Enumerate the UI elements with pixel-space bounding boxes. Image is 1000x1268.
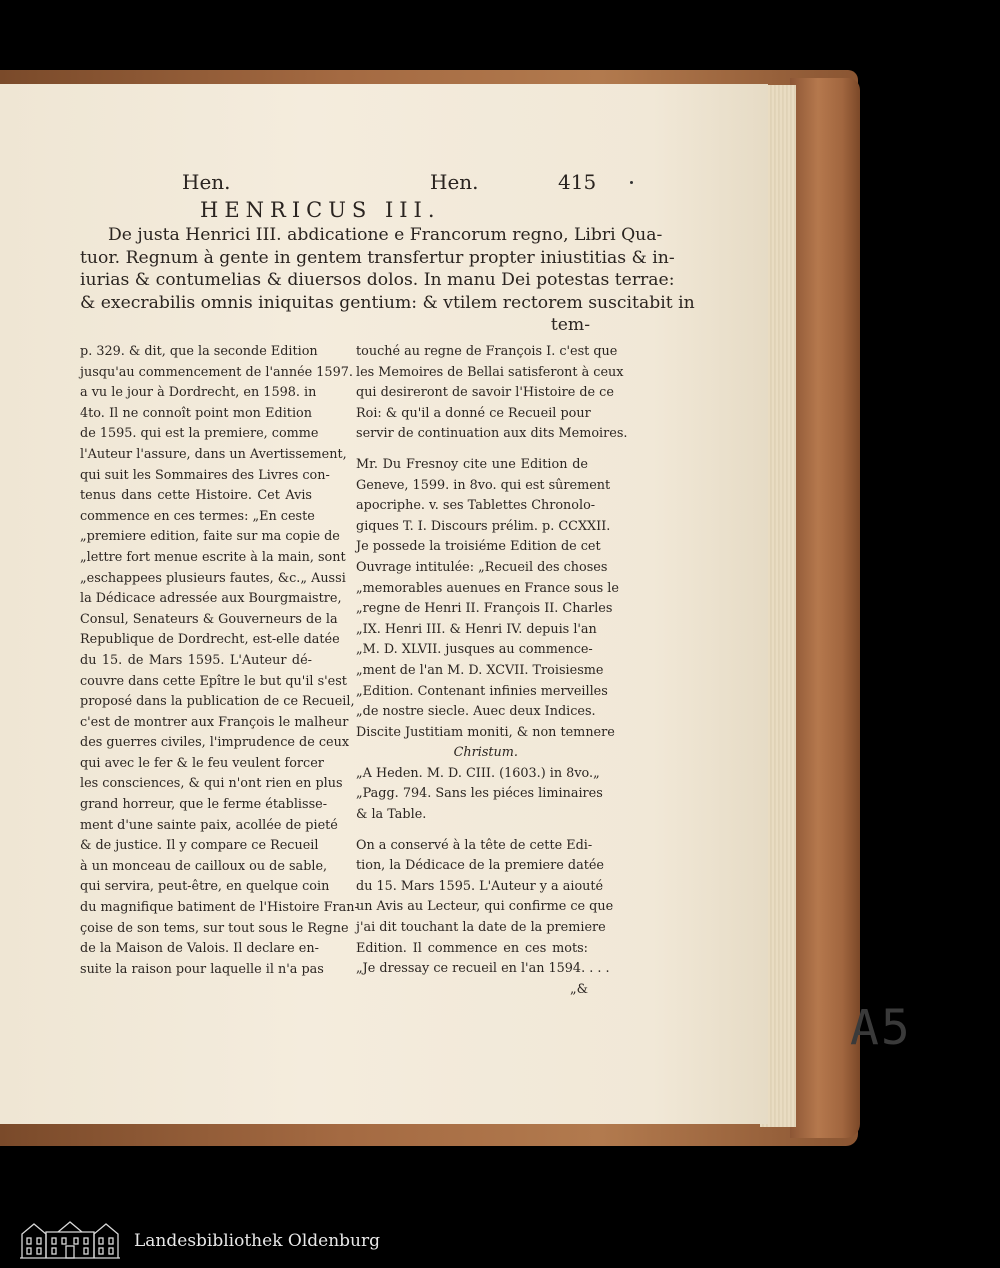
text-line: du 15. de Mars 1595. L'Auteur dé- bbox=[80, 652, 312, 668]
library-building-icon bbox=[18, 1218, 122, 1260]
ink-speck bbox=[630, 181, 633, 184]
entry-intro bbox=[80, 224, 695, 337]
text-line: c'est de montrer aux François le malheur bbox=[80, 714, 349, 730]
text-line: du 15. Mars 1595. L'Auteur y a aiouté bbox=[356, 878, 604, 894]
text-line: „regne de Henri II. François II. Charles bbox=[356, 601, 613, 617]
intro-line-last: tem- bbox=[550, 315, 590, 336]
text-line: „eschappees plusieurs fautes, &c.„ Aussi bbox=[80, 570, 346, 586]
text-line: grand horreur, que le ferme établisse- bbox=[80, 797, 328, 813]
text-line: qui desireront de savoir l'Histoire de ce bbox=[356, 385, 614, 401]
page-number: 415 bbox=[558, 170, 597, 194]
text-line: tenus dans cette Histoire. Cet Avis bbox=[80, 488, 312, 504]
text-line: „Edition. Contenant infinies merveilles bbox=[356, 683, 608, 699]
text-line: qui servira, peut-être, en quelque coin bbox=[80, 879, 330, 895]
text-line: a vu le jour à Dordrecht, en 1598. in bbox=[80, 385, 317, 401]
intro-line: tuor. Regnum à gente in gentem transfertur propter iniustitias & in- bbox=[80, 247, 675, 268]
text-line: 4to. Il ne connoît point mon Edition bbox=[80, 405, 312, 421]
text-line: & la Table. bbox=[356, 807, 427, 823]
text-line: p. 329. & dit, que la seconde Edition bbox=[80, 344, 318, 359]
entry-title: HENRICUS III. bbox=[200, 198, 441, 222]
text-line: „Pagg. 794. Sans les piéces liminaires bbox=[356, 786, 603, 802]
library-footer bbox=[0, 1210, 1000, 1268]
text-line: „lettre fort menue escrite à la main, sont bbox=[80, 549, 346, 565]
intro-line: & execrabilis omnis iniquitas gentium: & vtilem rectorem suscitabit in bbox=[80, 292, 695, 313]
text-line: On a conservé à la tête de cette Edi- bbox=[356, 837, 593, 853]
text-line: „IX. Henri III. & Henri IV. depuis l'an bbox=[356, 621, 597, 637]
text-line: Mr. Du Fresnoy cite une Edition de bbox=[356, 456, 588, 472]
text-line: Edition. Il commence en ces mots: bbox=[356, 940, 588, 956]
text-line: proposé dans la publication de ce Recueil, bbox=[80, 694, 355, 710]
text-line: Roi: & qu'il a donné ce Recueil pour bbox=[356, 405, 591, 421]
text-line: „Je dressay ce recueil en l'an 1594. . . . bbox=[356, 961, 610, 977]
text-line: Geneve, 1599. in 8vo. qui est sûrement bbox=[356, 477, 611, 493]
text-line: & de justice. Il y compare ce Recueil bbox=[80, 838, 319, 854]
text-line: servir de continuation aux dits Memoires. bbox=[356, 426, 628, 442]
text-line: giques T. I. Discours prélim. p. CCXXII. bbox=[356, 518, 611, 534]
text-line: du magnifique batiment de l'Histoire Fran- bbox=[80, 900, 359, 916]
text-line: tion, la Dédicace de la premiere datée bbox=[356, 858, 605, 874]
text-line: ment d'une sainte paix, acollée de pieté bbox=[80, 817, 338, 833]
scan-signature-mark: A5 bbox=[850, 1000, 912, 1056]
text-line: „de nostre siecle. Auec deux Indices. bbox=[356, 704, 596, 720]
text-line: les consciences, & qui n'ont rien en plus bbox=[80, 776, 343, 792]
text-line: de 1595. qui est la premiere, comme bbox=[80, 426, 319, 442]
text-line: touché au regne de François I. c'est que bbox=[356, 344, 618, 359]
text-line: çoise de son tems, sur tout sous le Regne bbox=[80, 920, 349, 936]
text-line: de la Maison de Valois. Il declare en- bbox=[80, 941, 319, 957]
running-head-center: Hen. bbox=[430, 170, 479, 194]
text-line: qui suit les Sommaires des Livres con- bbox=[80, 467, 330, 483]
text-line: apocriphe. v. ses Tablettes Chronolo- bbox=[356, 498, 596, 514]
left-column bbox=[80, 342, 359, 980]
text-line: „M. D. XLVII. jusques au commence- bbox=[356, 642, 593, 658]
text-line: j'ai dit touchant la date de la premiere bbox=[356, 920, 606, 936]
text-line: jusqu'au commencement de l'année 1597. bbox=[80, 364, 353, 380]
text-line: des guerres civiles, l'imprudence de ceux bbox=[80, 735, 350, 751]
text-line: „premiere edition, faite sur ma copie de bbox=[80, 529, 340, 545]
intro-line: De justa Henrici III. abdicatione e Francorum regno, Libri Qua- bbox=[108, 225, 663, 245]
running-head bbox=[0, 170, 768, 198]
text-line: „A Heden. M. D. CIII. (1603.) in 8vo.„ bbox=[356, 765, 600, 781]
book-page bbox=[0, 84, 768, 1124]
catchword: „& bbox=[569, 981, 588, 997]
book-cover-edge bbox=[790, 78, 860, 1138]
text-line: Republique de Dordrecht, est-elle datée bbox=[80, 632, 340, 648]
text-line: les Memoires de Bellai satisferont à ceux bbox=[356, 364, 624, 380]
library-name: Landesbibliothek Oldenburg bbox=[134, 1231, 381, 1251]
text-line: la Dédicace adressée aux Bourgmaistre, bbox=[80, 591, 342, 607]
text-line: à un monceau de cailloux ou de sable, bbox=[80, 858, 328, 874]
text-line: couvre dans cette Epître le but qu'il s'est bbox=[80, 673, 347, 689]
text-line: „ment de l'an M. D. XCVII. Troisiesme bbox=[356, 662, 604, 678]
intro-line: iurias & contumelias & diuersos dolos. In manu Dei potestas terrae: bbox=[80, 270, 675, 291]
running-head-left: Hen. bbox=[182, 170, 231, 194]
motto-line-2: Christum. bbox=[453, 745, 518, 761]
text-line: un Avis au Lecteur, qui confirme ce que bbox=[356, 899, 614, 915]
text-line: commence en ces termes: „En ceste bbox=[80, 508, 315, 524]
text-line: Je possede la troisiéme Edition de cet bbox=[356, 539, 601, 555]
text-line: qui avec le fer & le feu veulent forcer bbox=[80, 755, 324, 771]
text-line: Consul, Senateurs & Gouverneurs de la bbox=[80, 611, 338, 627]
text-line: suite la raison pour laquelle il n'a pas bbox=[80, 961, 324, 977]
text-line: Ouvrage intitulée: „Recueil des choses bbox=[356, 559, 608, 575]
text-line: l'Auteur l'assure, dans un Avertissement, bbox=[80, 446, 347, 462]
text-line: „memorables auenues en France sous le bbox=[356, 580, 619, 596]
right-column bbox=[356, 342, 628, 1000]
motto-line: Discite Justitiam moniti, & non temnere bbox=[356, 724, 615, 740]
